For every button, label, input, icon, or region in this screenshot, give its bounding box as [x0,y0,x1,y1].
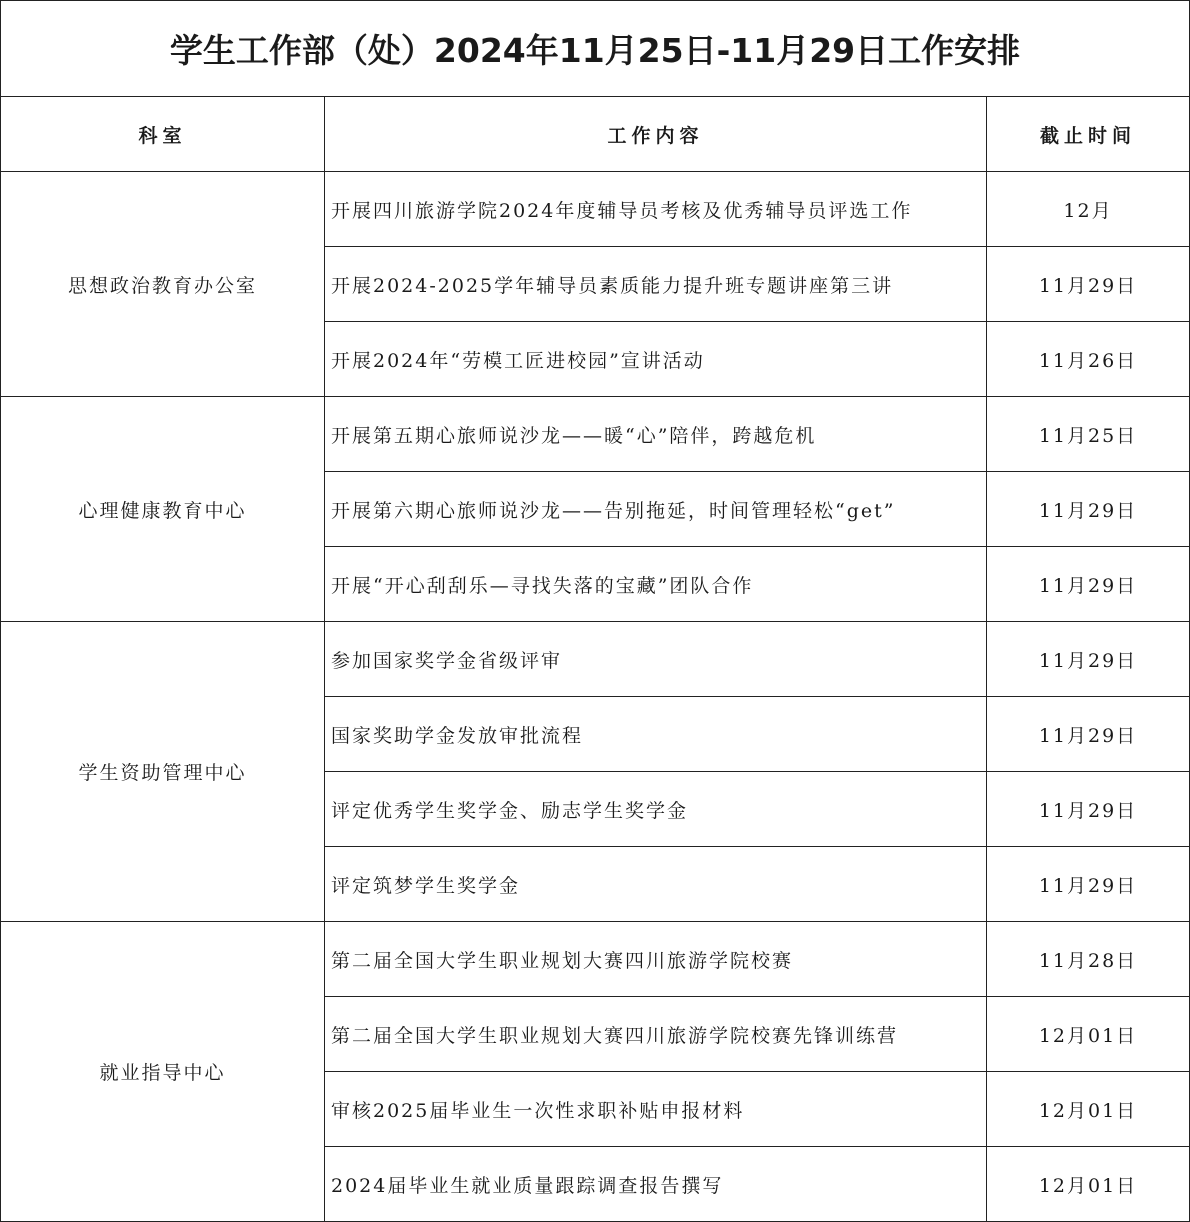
deadline-cell: 11月29日 [987,547,1190,622]
table-row [1,922,1190,997]
deadline-cell: 11月26日 [987,322,1190,397]
work-content-cell: 开展“开心刮刮乐—寻找失落的宝藏”团队合作 [325,547,987,622]
deadline-cell: 11月28日 [987,922,1190,997]
deadline-cell: 11月29日 [987,772,1190,847]
table-row [1,622,1190,697]
title-row [1,1,1190,97]
column-header-department: 科室 [1,97,325,172]
work-content-cell: 开展2024年“劳模工匠进校园”宣讲活动 [325,322,987,397]
deadline-cell: 11月29日 [987,472,1190,547]
work-content-cell: 参加国家奖学金省级评审 [325,622,987,697]
deadline-cell: 11月29日 [987,247,1190,322]
table-row [1,397,1190,472]
work-content-cell: 开展第五期心旅师说沙龙——暖“心”陪伴，跨越危机 [325,397,987,472]
department-cell: 就业指导中心 [1,922,325,1222]
work-content-cell: 2024届毕业生就业质量跟踪调查报告撰写 [325,1147,987,1222]
table-row [1,172,1190,247]
department-cell: 思想政治教育办公室 [1,172,325,397]
work-content-cell: 评定筑梦学生奖学金 [325,847,987,922]
header-row [1,97,1190,172]
deadline-cell: 11月29日 [987,847,1190,922]
work-content-cell: 审核2025届毕业生一次性求职补贴申报材料 [325,1072,987,1147]
work-content-cell: 开展四川旅游学院2024年度辅导员考核及优秀辅导员评选工作 [325,172,987,247]
department-cell: 心理健康教育中心 [1,397,325,622]
work-content-cell: 国家奖助学金发放审批流程 [325,697,987,772]
column-header-content: 工作内容 [325,97,987,172]
work-content-cell: 开展2024-2025学年辅导员素质能力提升班专题讲座第三讲 [325,247,987,322]
deadline-cell: 11月29日 [987,622,1190,697]
work-content-cell: 第二届全国大学生职业规划大赛四川旅游学院校赛先锋训练营 [325,997,987,1072]
department-cell: 学生资助管理中心 [1,622,325,922]
work-content-cell: 第二届全国大学生职业规划大赛四川旅游学院校赛 [325,922,987,997]
column-header-deadline: 截止时间 [987,97,1190,172]
deadline-cell: 12月01日 [987,1072,1190,1147]
deadline-cell: 12月01日 [987,1147,1190,1222]
deadline-cell: 12月 [987,172,1190,247]
work-content-cell: 开展第六期心旅师说沙龙——告别拖延，时间管理轻松“get” [325,472,987,547]
deadline-cell: 11月25日 [987,397,1190,472]
work-content-cell: 评定优秀学生奖学金、励志学生奖学金 [325,772,987,847]
deadline-cell: 12月01日 [987,997,1190,1072]
deadline-cell: 11月29日 [987,697,1190,772]
page-title: 学生工作部（处）2024年11月25日-11月29日工作安排 [1,1,1190,97]
